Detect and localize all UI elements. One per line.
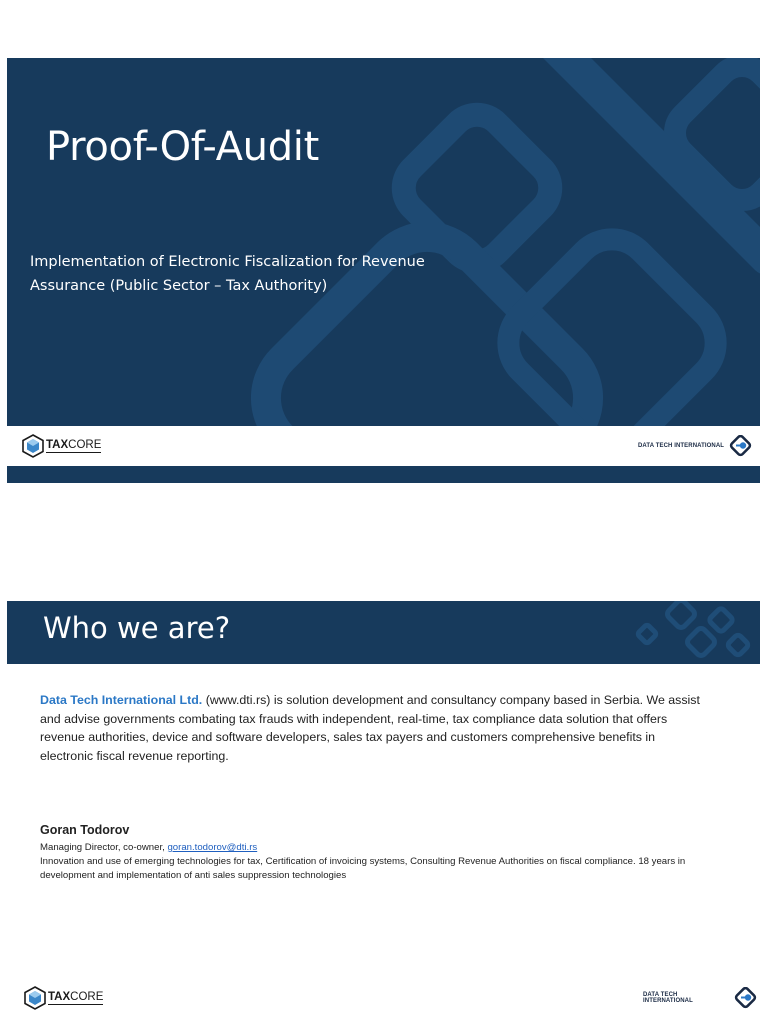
intro-text: (www.dti.rs) is solution development and consultancy company based in Serbia. We assist and advise governments combating tax frauds with independent, real-time, tax compliance data solution that offers revenue authorities, device and software developers, sales tax payers and customers comprehensive benefits in electronic fiscal revenue reporting. bbox=[40, 693, 700, 763]
person-name: Goran Todorov bbox=[40, 823, 130, 837]
dti-diamond-icon bbox=[732, 987, 760, 1009]
title-hero bbox=[7, 58, 760, 426]
slide-subtitle: Implementation of Electronic Fiscalization for Revenue Assurance (Public Sector – Tax Authority) bbox=[30, 254, 425, 294]
who-we-are-slide bbox=[7, 601, 760, 1024]
slide2-title: Who we are? bbox=[43, 611, 231, 645]
background-pattern bbox=[7, 58, 760, 426]
taxcore-logo bbox=[22, 434, 101, 458]
dti-wordmark: DATA TECH INTERNATIONAL bbox=[638, 443, 725, 449]
footer-strip bbox=[7, 466, 760, 483]
taxcore-hexagon-icon bbox=[22, 434, 44, 458]
email-link[interactable]: goran.todorov@dti.rs bbox=[167, 842, 258, 853]
taxcore-wordmark: TAXCORE bbox=[48, 991, 104, 1003]
company-name: Data Tech International Ltd. bbox=[40, 693, 203, 707]
logo-bar bbox=[7, 426, 760, 466]
dti-wordmark: DATA TECH INTERNATIONAL bbox=[643, 992, 693, 1004]
slide-title: Proof-Of-Audit bbox=[46, 124, 320, 170]
taxcore-logo-2 bbox=[24, 986, 103, 1010]
dti-diamond-icon bbox=[727, 435, 755, 457]
dti-logo bbox=[638, 435, 755, 457]
person-bio: Innovation and use of emerging technologies for tax, Certification of invoicing systems, Consulting Revenue Authorities on fiscal compliance. 18 years in development and implementation of anti sales suppression technologies bbox=[40, 856, 686, 881]
taxcore-wordmark: TAXCORE bbox=[46, 439, 102, 451]
taxcore-hexagon-icon bbox=[24, 986, 46, 1010]
dti-logo-2 bbox=[643, 987, 760, 1009]
person-role: Managing Director, co-owner, goran.todorov@dti.rs bbox=[40, 842, 258, 853]
company-intro bbox=[40, 691, 700, 765]
header-pattern bbox=[630, 601, 760, 664]
slide2-header bbox=[7, 601, 760, 664]
title-slide bbox=[7, 58, 760, 483]
